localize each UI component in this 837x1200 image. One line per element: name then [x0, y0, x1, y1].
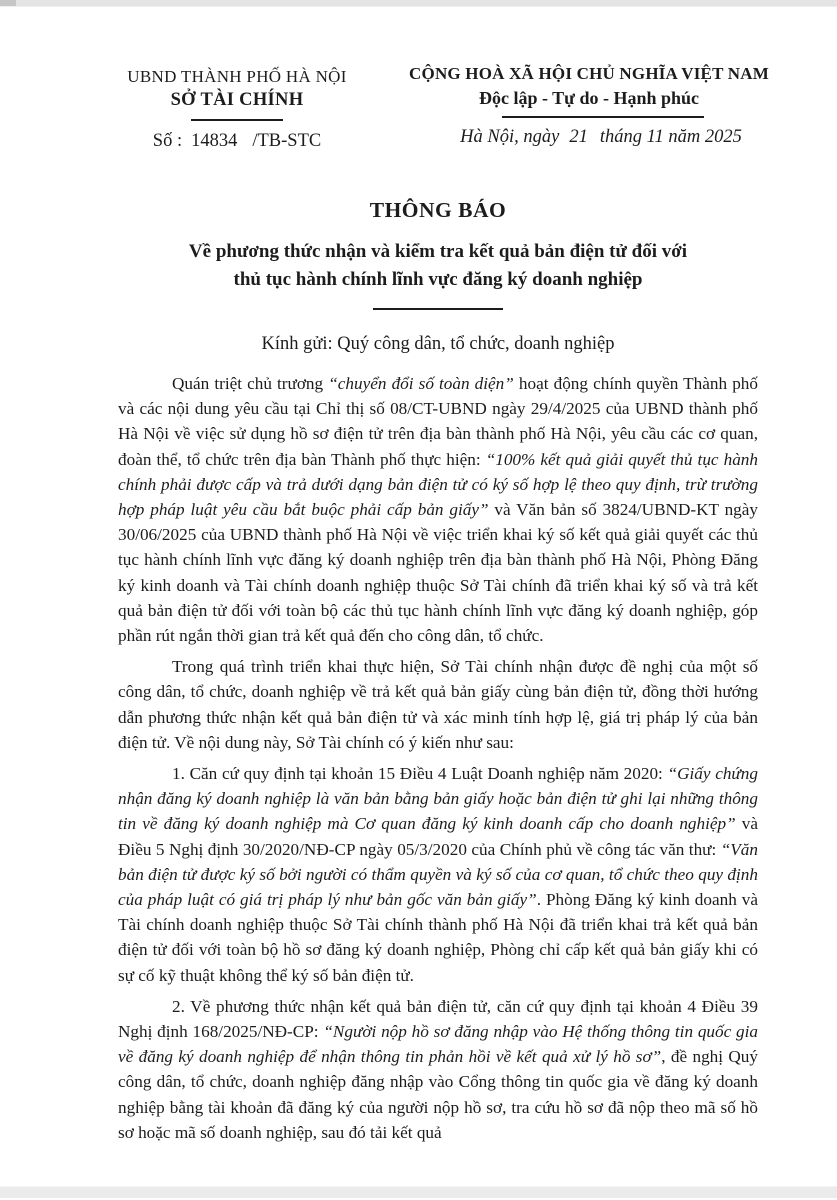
motto-underline — [502, 116, 704, 118]
title-separator-rule — [373, 308, 503, 310]
quoted-citation-text: “chuyển đổi số toàn diện” — [328, 374, 514, 393]
document-subtitle-line1: Về phương thức nhận và kiểm tra kết quả bản điện tử đối với — [188, 241, 688, 262]
document-number-line — [108, 130, 366, 153]
document-body — [118, 371, 758, 1151]
paragraph-text: và Điều 5 Nghị định 30/2020/NĐ-CP ngày 05/3/2020 của Chính phủ về công tác văn thư: — [118, 814, 758, 859]
quoted-citation-text: “Giấy chứng nhận đăng ký doanh nghiệp là văn bản bằng bản giấy hoặc bản điện tử ghi lại những thông tin về đăng ký doanh nghiệp mà Cơ quan đăng ký kinh doanh cấp cho doanh nghiệp” — [118, 764, 758, 834]
paragraph-text: Trong quá trình triển khai thực hiện, Sở Tài chính nhận được đề nghị của một số công dân, tổ chức, doanh nghiệp về trả kết quả bản giấy cùng bản điện tử, đồng thời hướng dẫn phương thức nhận kết quả bản điện tử và xác minh tính hợp lệ, giá trị pháp lý của bản điện tử. Về nội dung này, Sở Tài chính có ý kiến như sau: — [118, 657, 758, 752]
quoted-citation-text: “Người nộp hồ sơ đăng nhập vào Hệ thống thông tin quốc gia về đăng ký doanh nghiệp để nhận thông tin phản hồi về kết quả xử lý hồ sơ” — [118, 1022, 759, 1067]
paragraph-text: 2. Về phương thức nhận kết quả bản điện tử, căn cứ quy định tại khoản 4 Điều 39 Nghị định 168/2025/NĐ-CP: — [118, 996, 758, 1042]
document-subtitle — [118, 238, 758, 293]
date-rest: tháng 11 năm 2025 — [599, 126, 742, 147]
paragraph-text: Quán triệt chủ trương — [172, 374, 329, 393]
paragraph-text: và Văn bản số 3824/UBND-KT ngày 30/06/2025 của UBND thành phố Hà Nội về việc triển khai ký số kết quả giải quyết các thủ tục hành chính lĩnh vực đăng ký doanh nghiệp trên địa bàn thành phố Hà Nội, Phòng Đăng ký kinh doanh và Tài chính doanh nghiệp thuộc Sở Tài chính đã triển khai ký số và trả kết quả bản điện tử đối với toàn bộ các thủ tục hành chính lĩnh vực đăng ký doanh nghiệp, góp phần rút ngắn thời gian trả kết quả đến cho công dân, tổ chức. — [118, 500, 758, 646]
date-prefix: Hà Nội, ngày — [460, 126, 560, 147]
paragraph-text: 1. Căn cứ quy định tại khoản 15 Điều 4 Luật Doanh nghiệp năm 2020: — [172, 764, 668, 784]
body-paragraph — [118, 371, 758, 648]
paragraph-text: . Phòng Đăng ký kinh doanh và Tài chính doanh nghiệp thuộc Sở Tài chính thành phố Hà Nội đã triển khai trả kết quả bản điện tử đối với toàn bộ hồ sơ đăng ký doanh nghiệp, Phòng chỉ cấp kết quả bản giấy khi có sự cố kỹ thuật không thể ký số bản điện tử. — [118, 890, 758, 985]
document-title: THÔNG BÁO — [369, 198, 507, 222]
document-subtitle-line2: thủ tục hành chính lĩnh vực đăng ký doanh nghiệp — [233, 268, 643, 290]
scan-edge-bottom — [0, 1186, 837, 1198]
header-national-motto — [393, 63, 785, 149]
header-issuing-agency — [108, 66, 366, 154]
national-title: CỘNG HOÀ XÃ HỘI CHỦ NGHĨA VIỆT NAM — [409, 64, 769, 83]
agency-parent-name: UBND THÀNH PHỐ HÀ NỘI — [127, 67, 347, 86]
body-paragraph — [118, 761, 758, 988]
paragraph-text: hoạt động chính quyền Thành phố và các nội dung yêu cầu tại Chỉ thị số 08/CT-UBND ngày 29/4/2025 của UBND thành phố Hà Nội về việc sử dụng hồ sơ điện tử trên địa bàn thành phố Hà Nội, yêu cầu các cơ quan, đoàn thể, tổ chức trên địa bàn Thành phố thực hiện: — [118, 374, 758, 469]
date-day: 21 — [569, 126, 588, 147]
document-number-value: 14834 — [191, 131, 238, 152]
quoted-citation-text: “100% kết quả giải quyết thủ tục hành chính phải được cấp và trả dưới dạng bản điện tử có ký số hợp lệ theo quy định, trừ trường hợp pháp luật yêu cầu bắt buộc phải cấp bản giấy” — [118, 449, 758, 520]
body-paragraph — [118, 654, 758, 755]
place-date-line — [405, 126, 797, 149]
national-motto: Độc lập - Tự do - Hạnh phúc — [478, 88, 700, 109]
scan-edge-top — [0, 0, 837, 7]
salutation-line: Kính gửi: Quý công dân, tổ chức, doanh nghiệp — [261, 334, 615, 354]
document-number-suffix: /TB-STC — [252, 131, 322, 152]
paragraph-text: , đề nghị Quý công dân, tổ chức, doanh nghiệp đăng nhập vào Cổng thông tin quốc gia về đăng ký doanh nghiệp bằng tài khoản đã đăng ký của người nộp hồ sơ, tra cứu hồ sơ đã nộp theo mã số hồ sơ hoặc mã số doanh nghiệp, sau đó tải kết quả — [118, 1047, 758, 1142]
document-number-label: Số : — [152, 131, 183, 152]
scan-edge-top-dark — [0, 0, 16, 6]
agency-underline — [191, 119, 283, 121]
quoted-citation-text: “Văn bản điện tử được ký số bởi người có thẩm quyền và ký số của cơ quan, tổ chức theo quy định của pháp luật có giá trị pháp lý như bản gốc văn bản giấy” — [118, 839, 758, 910]
body-paragraph — [118, 994, 758, 1145]
agency-name: SỞ TÀI CHÍNH — [170, 90, 304, 111]
